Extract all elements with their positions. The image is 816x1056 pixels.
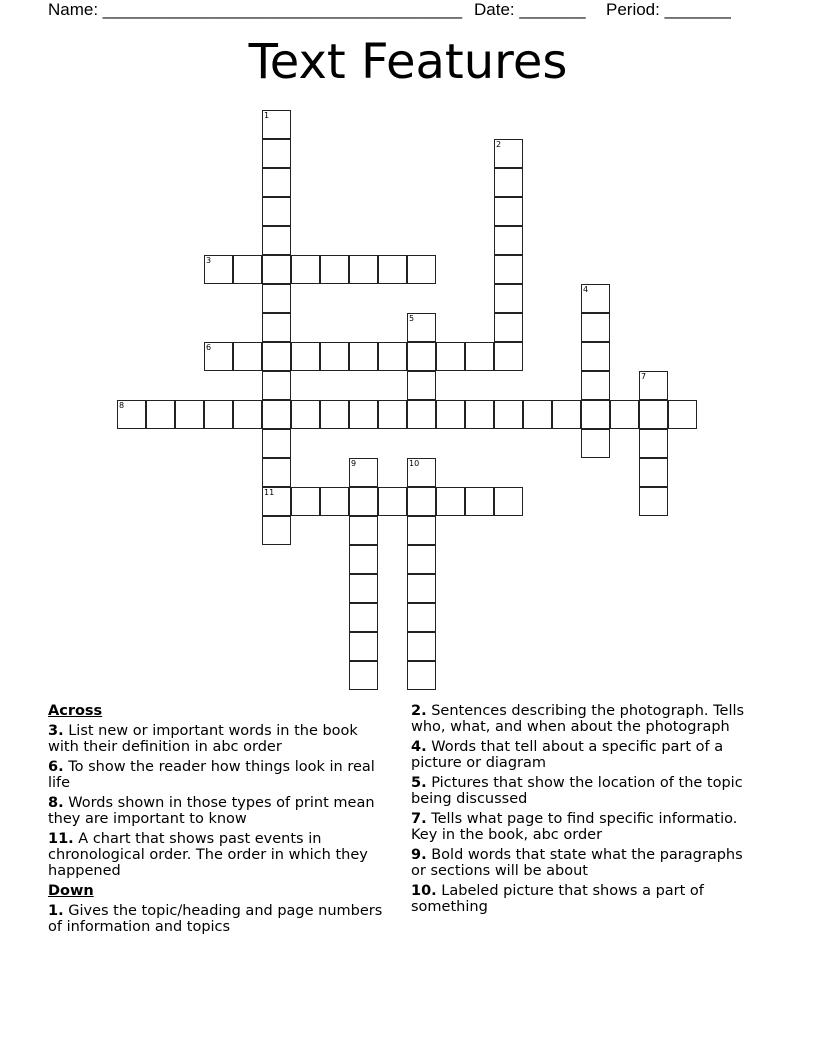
cell-number: 5 xyxy=(409,314,415,323)
clue-across-3 xyxy=(48,723,393,755)
grid-cell[interactable] xyxy=(378,487,407,516)
grid-cell[interactable] xyxy=(262,168,291,197)
cell-number: 3 xyxy=(206,256,212,265)
grid-cell[interactable] xyxy=(204,255,233,284)
grid-cell[interactable] xyxy=(262,313,291,342)
grid-cell[interactable] xyxy=(320,342,349,371)
grid-cell[interactable] xyxy=(581,371,610,400)
grid-cell[interactable] xyxy=(349,574,378,603)
grid-cell[interactable] xyxy=(407,255,436,284)
grid-cell[interactable] xyxy=(407,632,436,661)
clue-down-10 xyxy=(411,883,761,915)
clue-down-2 xyxy=(411,703,761,735)
grid-cell[interactable] xyxy=(494,313,523,342)
clue-number: 8. xyxy=(48,795,64,811)
grid-cell[interactable] xyxy=(465,342,494,371)
grid-cell[interactable] xyxy=(262,342,291,371)
grid-cell[interactable] xyxy=(262,487,291,516)
grid-cell[interactable] xyxy=(320,487,349,516)
grid-cell[interactable] xyxy=(349,632,378,661)
grid-cell[interactable] xyxy=(436,400,465,429)
clue-number: 3. xyxy=(48,723,64,739)
grid-cell[interactable] xyxy=(349,458,378,487)
grid-cell[interactable] xyxy=(494,400,523,429)
cell-number: 10 xyxy=(409,459,420,468)
grid-cell[interactable] xyxy=(407,574,436,603)
cell-number: 2 xyxy=(496,140,502,149)
grid-cell[interactable] xyxy=(436,342,465,371)
clue-number: 6. xyxy=(48,759,64,775)
date-field[interactable]: Date: _______ xyxy=(474,0,586,19)
grid-cell[interactable] xyxy=(494,284,523,313)
grid-cell[interactable] xyxy=(291,400,320,429)
clue-down-7 xyxy=(411,811,761,843)
cell-number: 8 xyxy=(119,401,125,410)
down-heading: Down xyxy=(48,883,94,899)
grid-cell[interactable] xyxy=(407,661,436,690)
grid-cell[interactable] xyxy=(523,400,552,429)
grid-cell[interactable] xyxy=(262,516,291,545)
grid-cell[interactable] xyxy=(291,255,320,284)
clue-text: Gives the topic/heading and page numbers of information and topics xyxy=(48,903,383,935)
grid-cell[interactable] xyxy=(407,458,436,487)
clue-text: To show the reader how things look in real life xyxy=(48,759,375,791)
grid-cell[interactable] xyxy=(349,255,378,284)
grid-cell[interactable] xyxy=(581,313,610,342)
grid-cell[interactable] xyxy=(581,342,610,371)
grid-cell[interactable] xyxy=(407,516,436,545)
grid-cell[interactable] xyxy=(494,255,523,284)
clue-number: 9. xyxy=(411,847,427,863)
grid-cell[interactable] xyxy=(320,400,349,429)
grid-cell[interactable] xyxy=(233,342,262,371)
grid-cell[interactable] xyxy=(494,197,523,226)
grid-cell[interactable] xyxy=(494,487,523,516)
grid-cell[interactable] xyxy=(349,516,378,545)
clues-left-column xyxy=(48,699,393,935)
grid-cell[interactable] xyxy=(204,400,233,429)
grid-cell[interactable] xyxy=(581,429,610,458)
grid-cell[interactable] xyxy=(233,255,262,284)
cell-number: 6 xyxy=(206,343,212,352)
grid-cell[interactable] xyxy=(262,255,291,284)
grid-cell[interactable] xyxy=(262,400,291,429)
grid-cell[interactable] xyxy=(494,168,523,197)
grid-cell[interactable] xyxy=(262,429,291,458)
clue-across-11 xyxy=(48,831,393,879)
grid-cell[interactable] xyxy=(349,603,378,632)
clue-down-1 xyxy=(48,903,393,935)
grid-cell[interactable] xyxy=(349,487,378,516)
clue-text: Words shown in those types of print mean they are important to know xyxy=(48,795,375,827)
clue-text: Pictures that show the location of the topic being discussed xyxy=(411,775,743,807)
clue-number: 7. xyxy=(411,811,427,827)
page-title: Text Features xyxy=(248,34,568,90)
clues-right-column xyxy=(411,699,761,915)
grid-cell[interactable] xyxy=(436,487,465,516)
grid-cell[interactable] xyxy=(465,400,494,429)
grid-cell[interactable] xyxy=(262,371,291,400)
clue-across-8 xyxy=(48,795,393,827)
grid-cell[interactable] xyxy=(668,400,697,429)
grid-cell[interactable] xyxy=(407,371,436,400)
cell-number: 11 xyxy=(264,488,275,497)
grid-cell[interactable] xyxy=(262,197,291,226)
period-field[interactable]: Period: _______ xyxy=(606,0,731,19)
clue-number: 4. xyxy=(411,739,427,755)
grid-cell[interactable] xyxy=(407,487,436,516)
clue-text: Bold words that state what the paragraphs or sections will be about xyxy=(411,847,743,879)
clue-text: Labeled picture that shows a part of something xyxy=(411,883,704,915)
grid-cell[interactable] xyxy=(407,342,436,371)
grid-cell[interactable] xyxy=(407,545,436,574)
grid-cell[interactable] xyxy=(349,342,378,371)
grid-cell[interactable] xyxy=(291,342,320,371)
clue-text: List new or important words in the book with their definition in abc order xyxy=(48,723,358,755)
grid-cell[interactable] xyxy=(639,371,668,400)
grid-cell[interactable] xyxy=(262,110,291,139)
grid-cell[interactable] xyxy=(378,400,407,429)
clue-text: Sentences describing the photograph. Tells who, what, and when about the photograph xyxy=(411,703,745,735)
grid-cell[interactable] xyxy=(262,458,291,487)
grid-cell[interactable] xyxy=(349,400,378,429)
grid-cell[interactable] xyxy=(349,545,378,574)
clue-text: Words that tell about a specific part of a picture or diagram xyxy=(411,739,724,771)
grid-cell[interactable] xyxy=(465,487,494,516)
grid-cell[interactable] xyxy=(320,255,349,284)
clue-across-6 xyxy=(48,759,393,791)
grid-cell[interactable] xyxy=(639,429,668,458)
grid-cell[interactable] xyxy=(639,458,668,487)
grid-cell[interactable] xyxy=(349,661,378,690)
grid-cell[interactable] xyxy=(610,400,639,429)
grid-cell[interactable] xyxy=(233,400,262,429)
clue-number: 1. xyxy=(48,903,64,919)
cell-number: 1 xyxy=(264,111,270,120)
grid-cell[interactable] xyxy=(407,313,436,342)
grid-cell[interactable] xyxy=(291,487,320,516)
grid-cell[interactable] xyxy=(494,342,523,371)
clue-number: 11. xyxy=(48,831,74,847)
grid-cell[interactable] xyxy=(146,400,175,429)
grid-cell[interactable] xyxy=(117,400,146,429)
grid-cell[interactable] xyxy=(581,284,610,313)
clue-down-9 xyxy=(411,847,761,879)
grid-cell[interactable] xyxy=(552,400,581,429)
grid-cell[interactable] xyxy=(378,255,407,284)
clue-number: 2. xyxy=(411,703,427,719)
cell-number: 9 xyxy=(351,459,357,468)
clue-down-5 xyxy=(411,775,761,807)
clue-text: A chart that shows past events in chronological order. The order in which they happened xyxy=(48,831,368,879)
cell-number: 4 xyxy=(583,285,589,294)
clue-text: Tells what page to find specific informatio. Key in the book, abc order xyxy=(411,811,738,843)
grid-cell[interactable] xyxy=(262,284,291,313)
grid-cell[interactable] xyxy=(639,487,668,516)
cell-number: 7 xyxy=(641,372,647,381)
grid-cell[interactable] xyxy=(262,226,291,255)
grid-cell[interactable] xyxy=(204,342,233,371)
clue-number: 5. xyxy=(411,775,427,791)
name-field[interactable]: Name: ______________________________________ xyxy=(48,0,463,19)
grid-cell[interactable] xyxy=(494,226,523,255)
grid-cell[interactable] xyxy=(378,342,407,371)
grid-cell[interactable] xyxy=(407,603,436,632)
grid-cell[interactable] xyxy=(175,400,204,429)
across-heading: Across xyxy=(48,703,103,719)
grid-cell[interactable] xyxy=(407,400,436,429)
clue-number: 10. xyxy=(411,883,437,899)
clue-down-4 xyxy=(411,739,761,771)
grid-cell[interactable] xyxy=(639,400,668,429)
grid-cell[interactable] xyxy=(494,139,523,168)
grid-cell[interactable] xyxy=(581,400,610,429)
grid-cell[interactable] xyxy=(262,139,291,168)
